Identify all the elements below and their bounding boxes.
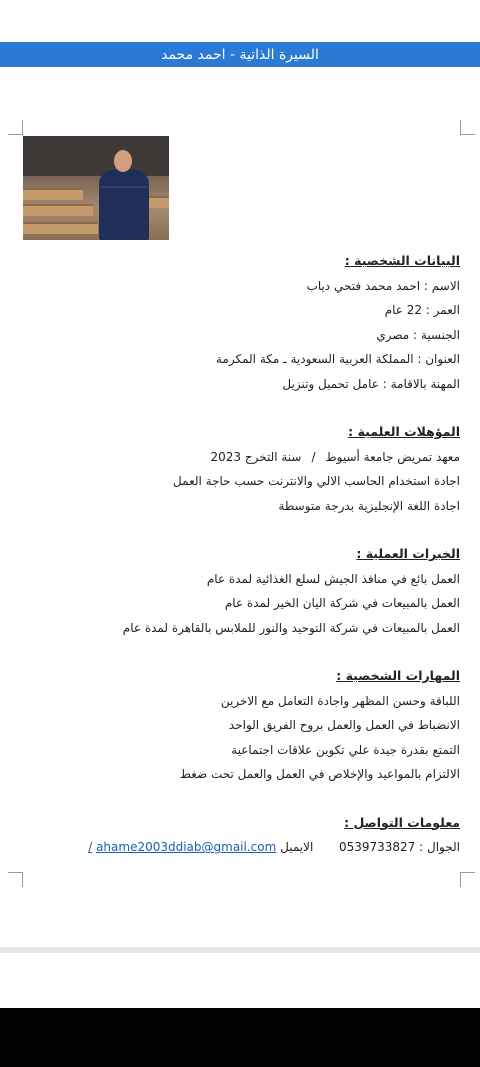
skill-item: الالتزام بالمواعيد والإخلاص في العمل والعمل تحت ضغط (179, 767, 460, 781)
profile-photo[interactable] (23, 136, 169, 240)
personal-heading: البيانات الشخصية : (344, 253, 460, 268)
skill-item: اللباقة وحسن المظهر واجادة التعامل مع الاخرين (220, 693, 460, 708)
experience-item: العمل بائع في منافذ الجيش لسلع الغذائية لمدة عام (206, 571, 460, 586)
personal-age: العمر : 22 عام (384, 303, 460, 317)
qualification-institute-line (40, 445, 460, 470)
qualifications-heading: المؤهلات العلمية : (348, 424, 460, 439)
phone-number[interactable]: 0539733827 (338, 840, 416, 854)
resume-body (40, 249, 460, 860)
margin-corner-bottom-left (8, 872, 23, 887)
qualification-graduation: سنة التخرج 2023 (210, 449, 302, 464)
email-label: الايميل (280, 840, 314, 854)
system-navigation-bar (0, 1008, 480, 1067)
skills-heading: المهارات الشخصية : (336, 668, 460, 683)
margin-corner-top-right (460, 120, 475, 135)
personal-job: المهنة بالاقامة : عامل تحميل وتنزيل (282, 376, 460, 391)
personal-address: العنوان : المملكة العربية السعودية ـ مكة المكرمة (215, 352, 460, 366)
skill-item: التمتع بقدرة جيدة علي تكوين علاقات اجتماعية (231, 742, 460, 757)
experience-item: العمل بالمبيعات في شركة التوحيد والنور للملابس بالقاهرة لمدة عام (122, 620, 460, 635)
contact-line (40, 835, 460, 860)
experience-item: العمل بالمبيعات في شركة اليان الخير لمدة عام (224, 596, 460, 610)
status-bar (0, 0, 480, 42)
experience-heading: الخبرات العملية : (356, 546, 460, 561)
skill-item: الانضباط في العمل والعمل بروح الفريق الواحد (228, 718, 460, 732)
qualification-english: اجادة اللغة الإنجليزية بدرجة متوسطة (278, 498, 460, 513)
margin-corner-top-left (8, 120, 23, 135)
page-bottom-divider (0, 947, 480, 953)
personal-name: الاسم : احمد محمد فتحي دياب (306, 278, 460, 293)
personal-nationality: الجنسية : مصري (376, 327, 460, 342)
phone-label: الجوال : (419, 840, 460, 854)
margin-corner-bottom-right (460, 872, 475, 887)
contact-heading: معلومات التواصل : (344, 814, 460, 830)
qualification-computer: اجادة استخدام الحاسب الالي والانترنت حسب حاجة العمل (173, 474, 460, 488)
email-separator: / (88, 840, 93, 854)
document-title: السيرة الذاتية - احمد محمد (161, 46, 319, 63)
qualification-institute: معهد تمريض جامعة أسيوط (325, 449, 460, 464)
document-title-bar (0, 42, 480, 67)
email-link[interactable]: ahame2003ddiab@gmail.com (96, 840, 277, 854)
qualification-separator: / (311, 449, 316, 464)
